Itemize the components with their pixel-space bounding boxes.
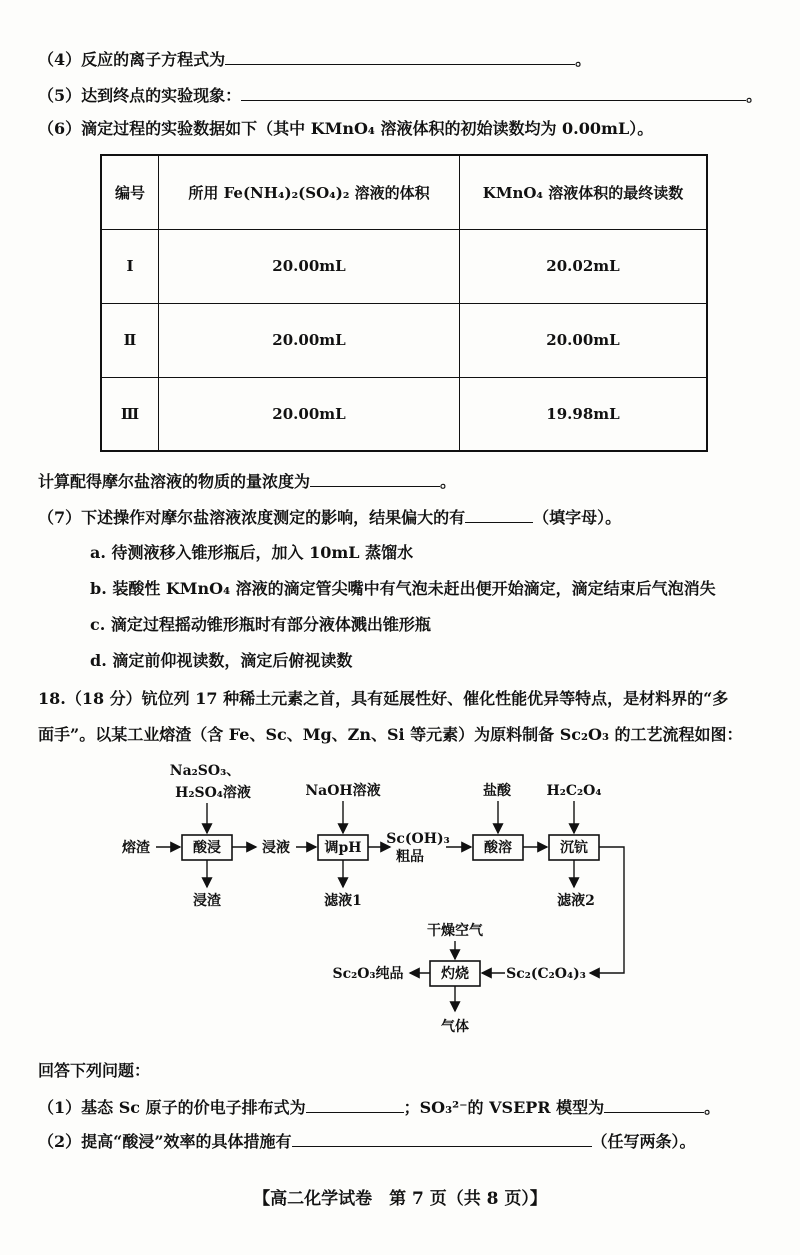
- header-volume: 所用 Fe(NH₄)₂(SO₄)₂ 溶液的体积: [159, 155, 460, 229]
- step1-label: 酸浸: [193, 840, 221, 856]
- q4-label: （4）反应的离子方程式为: [38, 50, 226, 69]
- step3-label: 酸溶: [484, 840, 512, 856]
- air-label: 干燥空气: [427, 923, 483, 939]
- q7-option-b: b. 装酸性 KMnO₄ 溶液的滴定管尖嘴中有气泡未赶出便开始滴定，滴定结束后气泡消失: [90, 579, 716, 598]
- q6-calc-label: 计算配得摩尔盐溶液的物质的量浓度为: [38, 472, 311, 491]
- q6-calc-line: [38, 470, 456, 493]
- q4-line: [38, 48, 591, 71]
- mid2-bottom: 粗品: [396, 849, 424, 865]
- q4-answer-blank[interactable]: [225, 48, 575, 65]
- step4-label: 沉钪: [560, 840, 588, 856]
- q18-sub2-line: [38, 1130, 696, 1153]
- q5-end: 。: [746, 86, 763, 105]
- cell-reading: 20.00mL: [460, 303, 708, 377]
- table-row: [101, 377, 707, 451]
- q18-sub1-line: [38, 1096, 720, 1119]
- q6-calc-end: 。: [440, 472, 457, 491]
- cell-id: Ⅲ: [101, 377, 159, 451]
- q5-line: [38, 84, 762, 107]
- cell-reading: 19.98mL: [460, 377, 708, 451]
- gas-label: 气体: [441, 1019, 469, 1035]
- q5-answer-blank[interactable]: [241, 84, 746, 101]
- reagent2: NaOH溶液: [305, 783, 381, 799]
- header-final-reading: KMnO₄ 溶液体积的最终读数: [460, 155, 708, 229]
- reagent4: H₂C₂O₄: [546, 783, 602, 799]
- sub1-blank2[interactable]: [604, 1096, 704, 1113]
- cell-volume: 20.00mL: [159, 229, 460, 303]
- step2-label: 调pH: [324, 840, 362, 856]
- reagent3: 盐酸: [483, 783, 511, 799]
- cell-id: Ⅱ: [101, 303, 159, 377]
- table-row: [101, 229, 707, 303]
- step5-label: 灼烧: [441, 966, 469, 982]
- mid2-top: Sc(OH)₃: [386, 831, 450, 847]
- sub2-part-a: （2）提高“酸浸”效率的具体措施有: [38, 1132, 292, 1151]
- q6-intro: （6）滴定过程的实验数据如下（其中 KMnO₄ 溶液体积的初始读数均为 0.00mL）。: [38, 119, 654, 138]
- sub1-part-a: （1）基态 Sc 原子的价电子排布式为: [38, 1098, 306, 1117]
- sub1-blank1[interactable]: [306, 1096, 404, 1113]
- q5-label: （5）达到终点的实验现象：: [38, 86, 242, 105]
- titration-data-table: [100, 154, 708, 452]
- reagent1-top: Na₂SO₃、: [169, 763, 241, 779]
- q7-stem-line: [38, 506, 621, 529]
- q7-stem-end: （填字母）。: [533, 508, 622, 527]
- sub1-end: 。: [704, 1098, 721, 1117]
- out2-label: 滤液1: [324, 893, 362, 909]
- out4-label: 滤液2: [557, 893, 595, 909]
- q7-option-c: c. 滴定过程摇动锥形瓶时有部分液体溅出锥形瓶: [90, 615, 431, 634]
- page-footer: 【高二化学试卷 第 7 页（共 8 页）】: [253, 1189, 547, 1209]
- cell-volume: 20.00mL: [159, 377, 460, 451]
- header-number: 编号: [101, 155, 159, 229]
- process-flowchart: [0, 755, 800, 1045]
- sub1-part-b: ；SO₃²⁻的 VSEPR 模型为: [403, 1098, 605, 1117]
- cell-id: Ⅰ: [101, 229, 159, 303]
- oxalate-label: Sc₂(C₂O₄)₃: [506, 966, 586, 982]
- q18-line1: 18.（18 分）钪位列 17 种稀土元素之首，具有延展性好、催化性能优异等特点，是材料界的“多: [38, 689, 729, 708]
- q18-line2: 面手”。以某工业熔渣（含 Fe、Sc、Mg、Zn、Si 等元素）为原料制备 Sc₂O₃ 的工艺流程如图：: [38, 725, 743, 744]
- q7-option-a: a. 待测液移入锥形瓶后，加入 10mL 蒸馏水: [90, 543, 414, 562]
- q7-answer-blank[interactable]: [465, 506, 533, 523]
- q7-option-d: d. 滴定前仰视读数，滴定后俯视读数: [90, 651, 353, 670]
- start-material: 熔渣: [122, 840, 150, 856]
- q7-stem: （7）下述操作对摩尔盐溶液浓度测定的影响，结果偏大的有: [38, 508, 466, 527]
- reagent1-bottom: H₂SO₄溶液: [175, 785, 251, 801]
- mid1-label: 浸液: [262, 840, 290, 856]
- out1-label: 浸渣: [193, 893, 221, 909]
- product-label: Sc₂O₃纯品: [332, 966, 404, 982]
- answer-prompt: 回答下列问题：: [38, 1061, 151, 1080]
- q6-calc-blank[interactable]: [310, 470, 440, 487]
- table-row: [101, 303, 707, 377]
- sub2-end: （任写两条）。: [591, 1132, 696, 1151]
- cell-volume: 20.00mL: [159, 303, 460, 377]
- cell-reading: 20.02mL: [460, 229, 708, 303]
- q4-end: 。: [575, 50, 592, 69]
- sub2-blank[interactable]: [292, 1130, 592, 1147]
